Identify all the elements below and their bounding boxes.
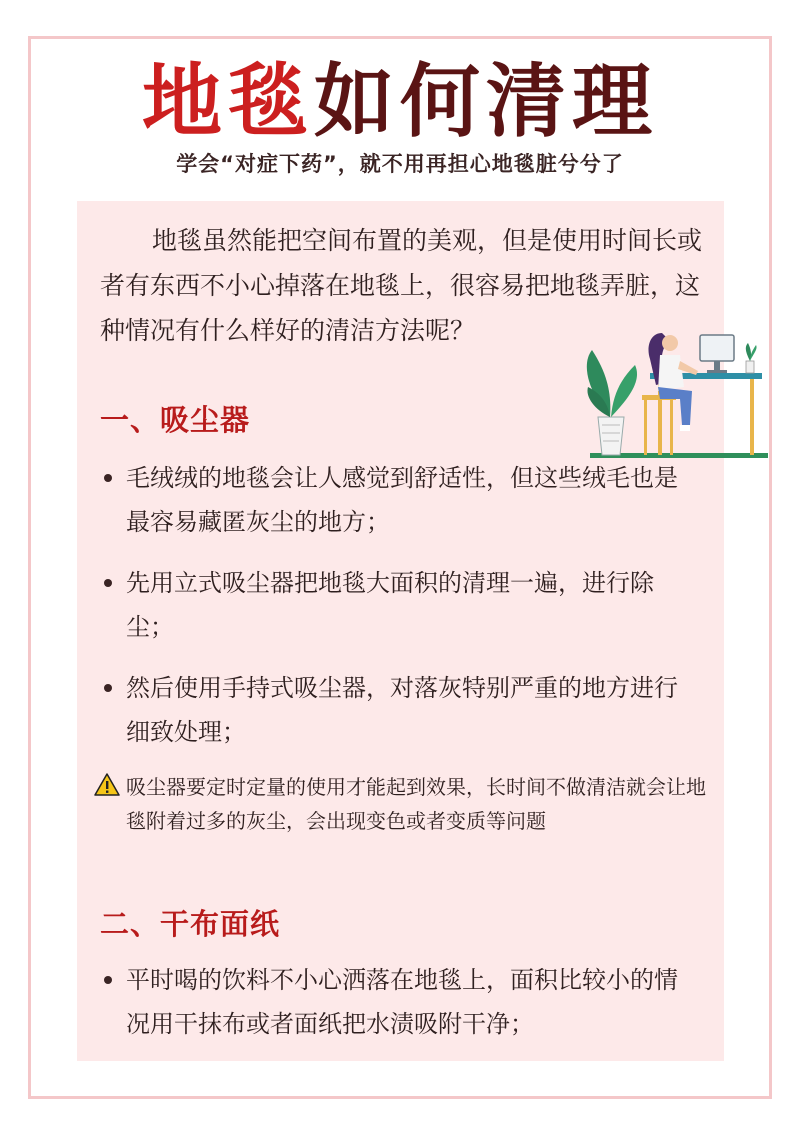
page-title	[0, 52, 800, 152]
title-rest: 如何清理	[314, 55, 658, 148]
page-subtitle: 学会“对症下药”，就不用再担心地毯脏兮兮了	[176, 152, 624, 176]
list-item: 毛绒绒的地毯会让人感觉到舒适性，但这些绒毛也是最容易藏匿灰尘的地方；	[126, 464, 678, 536]
title-highlight: 地毯	[142, 55, 314, 148]
section-heading-dry-cloth: 二、干布面纸	[100, 907, 281, 941]
warning-note	[94, 770, 706, 838]
woman-at-desk-illustration	[580, 325, 770, 465]
warning-triangle-icon	[94, 773, 120, 797]
warning-text: 吸尘器要定时定量的使用才能起到效果，长时间不做清洁就会让地毯附着过多的灰尘，会出现变色或者变质等问题	[126, 775, 706, 833]
list-item: 然后使用手持式吸尘器，对落灰特别严重的地方进行细致处理；	[126, 674, 678, 746]
section-heading-vacuum: 一、吸尘器	[100, 403, 251, 437]
list-item: 平时喝的饮料不小心洒落在地毯上，面积比较小的情况用干抹布或者面纸把水渍吸附干净；	[126, 966, 678, 1038]
intro-paragraph: 地毯虽然能把空间布置的美观，但是使用时间长或者有东西不小心掉落在地毯上，很容易把地毯弄脏，这种情况有什么样好的清洁方法呢？	[100, 226, 703, 345]
list-item: 先用立式吸尘器把地毯大面积的清理一遍，进行除尘；	[126, 569, 654, 641]
